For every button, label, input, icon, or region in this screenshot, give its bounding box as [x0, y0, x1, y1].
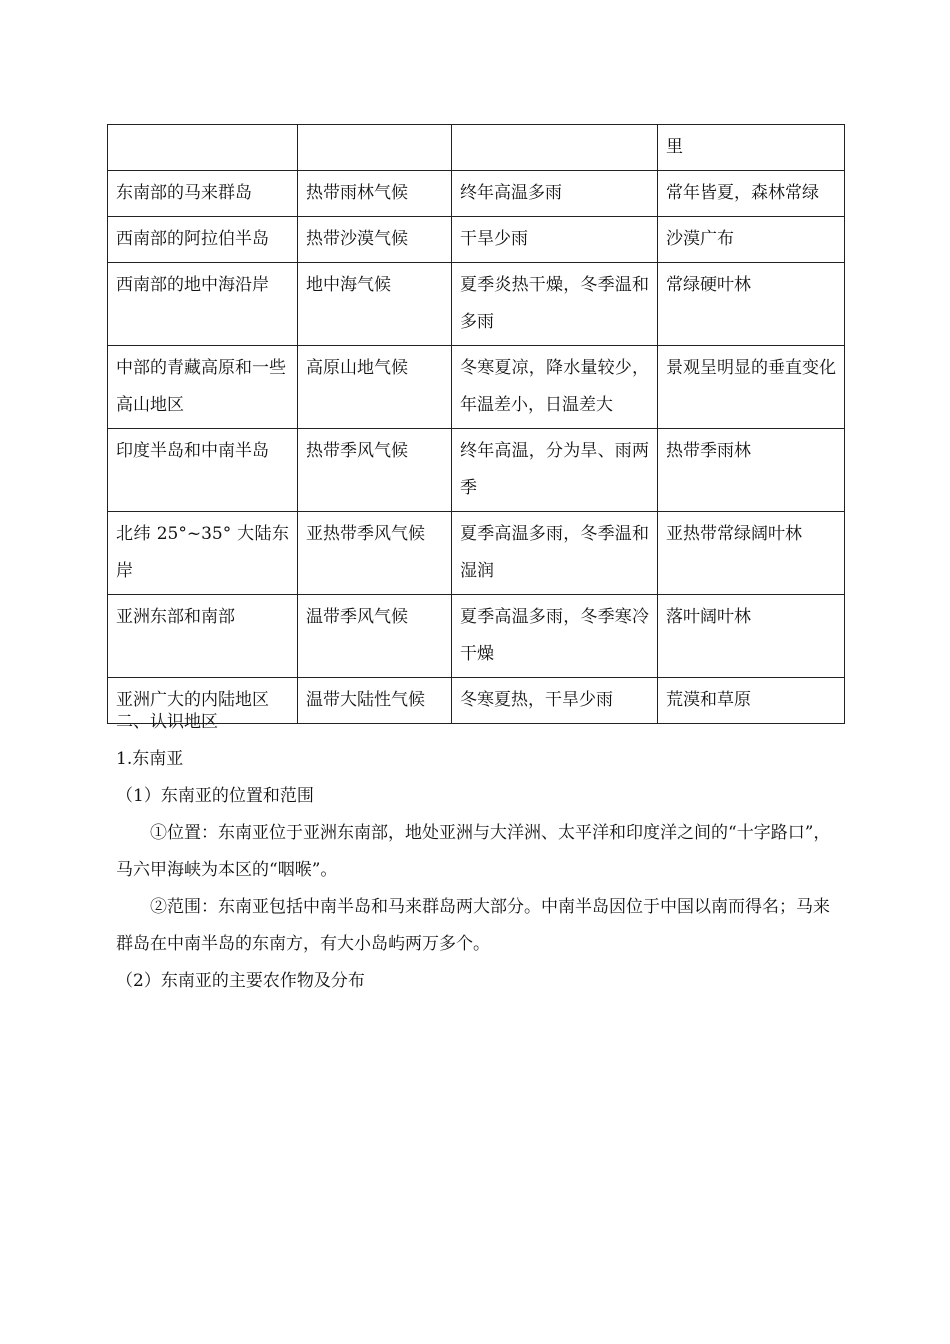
- table-row: [108, 512, 845, 595]
- table-cell: 夏季高温多雨，冬季温和湿润: [452, 512, 658, 595]
- table-cell: 里: [658, 125, 845, 171]
- table-cell: 热带沙漠气候: [298, 217, 452, 263]
- table-cell: [108, 125, 298, 171]
- table-cell: 沙漠广布: [658, 217, 845, 263]
- table-cell: 夏季炎热干燥，冬季温和多雨: [452, 263, 658, 346]
- table-row: [108, 346, 845, 429]
- table-row: [108, 171, 845, 217]
- list-item-heading: （2）东南亚的主要农作物及分布: [116, 971, 365, 991]
- table-cell: 夏季高温多雨，冬季寒冷干燥: [452, 595, 658, 678]
- table-cell: 景观呈明显的垂直变化: [658, 346, 845, 429]
- table-cell: 冬寒夏凉，降水量较少，年温差小，日温差大: [452, 346, 658, 429]
- table-cell: [298, 125, 452, 171]
- table-cell: [452, 125, 658, 171]
- table-row: [108, 217, 845, 263]
- table-cell: 终年高温多雨: [452, 171, 658, 217]
- section-subheading: 1.东南亚: [116, 749, 184, 769]
- table-row: [108, 125, 845, 171]
- table-cell: 北纬 25°~35° 大陆东岸: [108, 512, 298, 595]
- table-cell: 地中海气候: [298, 263, 452, 346]
- list-item-heading: （1）东南亚的位置和范围: [116, 786, 314, 806]
- table-cell: 西南部的地中海沿岸: [108, 263, 298, 346]
- table-cell: 亚热带季风气候: [298, 512, 452, 595]
- table-row: [108, 595, 845, 678]
- table-cell: 西南部的阿拉伯半岛: [108, 217, 298, 263]
- table-cell: 热带季雨林: [658, 429, 845, 512]
- table-cell: 温带季风气候: [298, 595, 452, 678]
- table-cell: 常绿硬叶林: [658, 263, 845, 346]
- table-cell: 终年高温，分为旱、雨两季: [452, 429, 658, 512]
- section-heading: 二、认识地区: [116, 712, 218, 732]
- table-cell: 干旱少雨: [452, 217, 658, 263]
- table-cell: 热带季风气候: [298, 429, 452, 512]
- table-cell: 亚洲东部和南部: [108, 595, 298, 678]
- table-cell: 亚洲广大的内陆地区: [108, 678, 298, 724]
- table-cell: 冬寒夏热，干旱少雨: [452, 678, 658, 724]
- table-cell: 中部的青藏高原和一些高山地区: [108, 346, 298, 429]
- table-cell: 亚热带常绿阔叶林: [658, 512, 845, 595]
- table-cell: 印度半岛和中南半岛: [108, 429, 298, 512]
- table-row: [108, 263, 845, 346]
- table-cell: 高原山地气候: [298, 346, 452, 429]
- paragraph: ②范围：东南亚包括中南半岛和马来群岛两大部分。中南半岛因位于中国以南而得名；马来群岛在中南半岛的东南方，有大小岛屿两万多个。: [116, 897, 830, 954]
- table-cell: 常年皆夏，森林常绿: [658, 171, 845, 217]
- table-cell: 热带雨林气候: [298, 171, 452, 217]
- table-row: [108, 429, 845, 512]
- table-cell: 荒漠和草原: [658, 678, 845, 724]
- paragraph: ①位置：东南亚位于亚洲东南部，地处亚洲与大洋洲、太平洋和印度洋之间的“十字路口”，马六甲海峡为本区的“咽喉”。: [116, 823, 831, 880]
- section-body: [116, 704, 836, 1000]
- table-cell: 落叶阔叶林: [658, 595, 845, 678]
- table-cell: 温带大陆性气候: [298, 678, 452, 724]
- table-cell: 东南部的马来群岛: [108, 171, 298, 217]
- climate-table: [107, 124, 845, 724]
